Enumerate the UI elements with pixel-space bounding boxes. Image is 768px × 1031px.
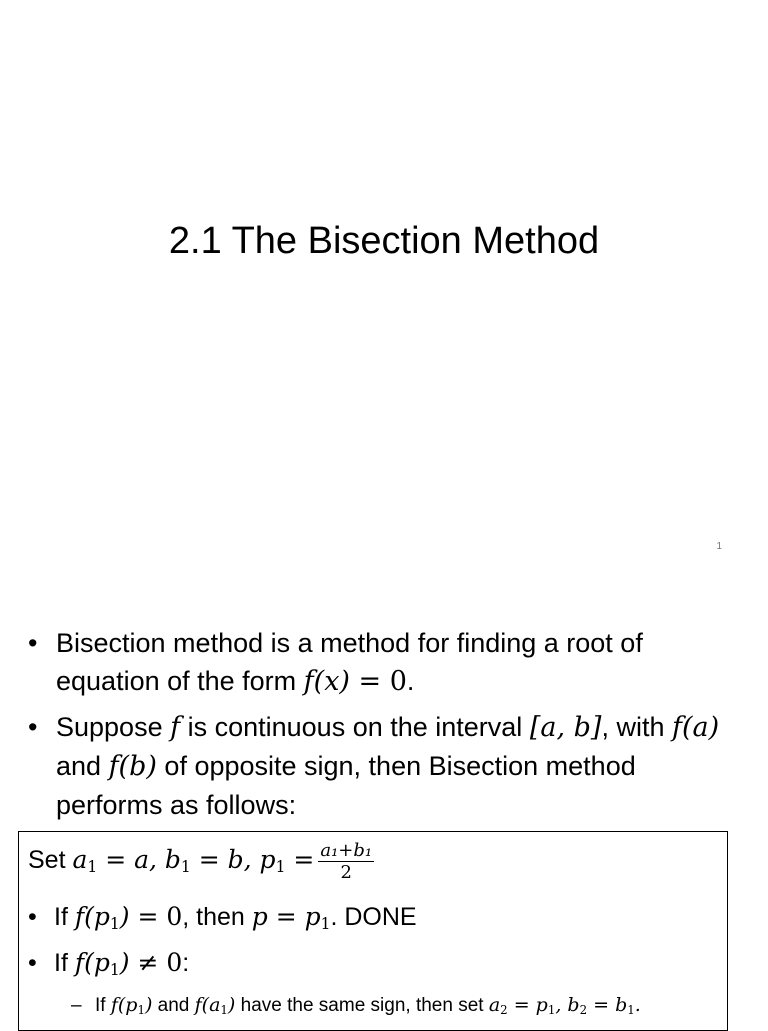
content-slide — [0, 576, 768, 1024]
item1-if: If — [54, 903, 75, 931]
bullet-assumption — [28, 708, 748, 824]
sub1-assignment: $a_2 = p_1$, $b_2 = b_1$. — [488, 994, 641, 1017]
assumption-text-a: Suppose — [56, 712, 171, 742]
fraction-numerator: a₁+b₁ — [320, 840, 373, 861]
algorithm-item-nonzero — [28, 946, 189, 980]
bullet-definition-period: . — [406, 666, 415, 696]
assumption-interval: [a, b] — [529, 712, 602, 743]
equation-f: f — [303, 666, 314, 697]
slide-title: 2.1 The Bisection Method — [168, 220, 600, 262]
sub1-then: have the same sign, then set — [235, 995, 489, 1016]
equation-rhs: = 0 — [349, 666, 407, 697]
sub1-fp1: $f(p_1)$ — [110, 994, 153, 1017]
item2-colon: : — [182, 949, 190, 977]
dash-icon: – — [71, 995, 82, 1016]
fraction-denominator: 2 — [340, 862, 352, 883]
bullet-dot-icon: • — [28, 903, 37, 931]
algorithm-box — [18, 831, 728, 1031]
algorithm-subitem-same-sign — [71, 992, 641, 1019]
midpoint-fraction — [318, 840, 374, 883]
sub1-and: and — [152, 995, 195, 1016]
assumption-text-e: of opposite sign, then Bisection method performs as follows: — [56, 751, 636, 820]
algorithm-init-line — [28, 840, 374, 883]
sub1-if: If — [95, 995, 111, 1016]
item1-result: $p = p_1$ — [251, 902, 331, 933]
bullet-definition-text: Bisection method is a method for finding a root of equation of the form — [56, 628, 643, 696]
bullet-definition — [28, 624, 748, 701]
item2-if: If — [54, 949, 75, 977]
assumption-text-d: and — [56, 751, 109, 781]
algorithm-item-done — [28, 900, 417, 934]
assumption-text-c: , with — [601, 712, 672, 742]
bullet-list — [28, 624, 748, 831]
item2-condition: $f(p_1) \ne 0$ — [74, 948, 183, 979]
equation-arg: (x) — [313, 666, 350, 697]
item1-condition: $f(p_1) = 0$ — [74, 902, 183, 933]
assumption-fb: f(b) — [108, 751, 157, 782]
assumption-text-b: is continuous on the interval — [180, 712, 530, 742]
init-assignments: $a_1 = a$, $b_1 = b$, $p_1$ = — [72, 845, 315, 876]
assumption-f: f — [170, 712, 181, 743]
sub1-fa1: $f(a_1)$ — [194, 994, 236, 1017]
item1-done: . DONE — [330, 903, 417, 931]
set-label: Set — [28, 846, 73, 875]
item1-then: , then — [182, 903, 252, 931]
assumption-fa: f(a) — [671, 712, 720, 743]
page-number: 1 — [716, 541, 722, 552]
bullet-dot-icon: • — [28, 949, 37, 977]
